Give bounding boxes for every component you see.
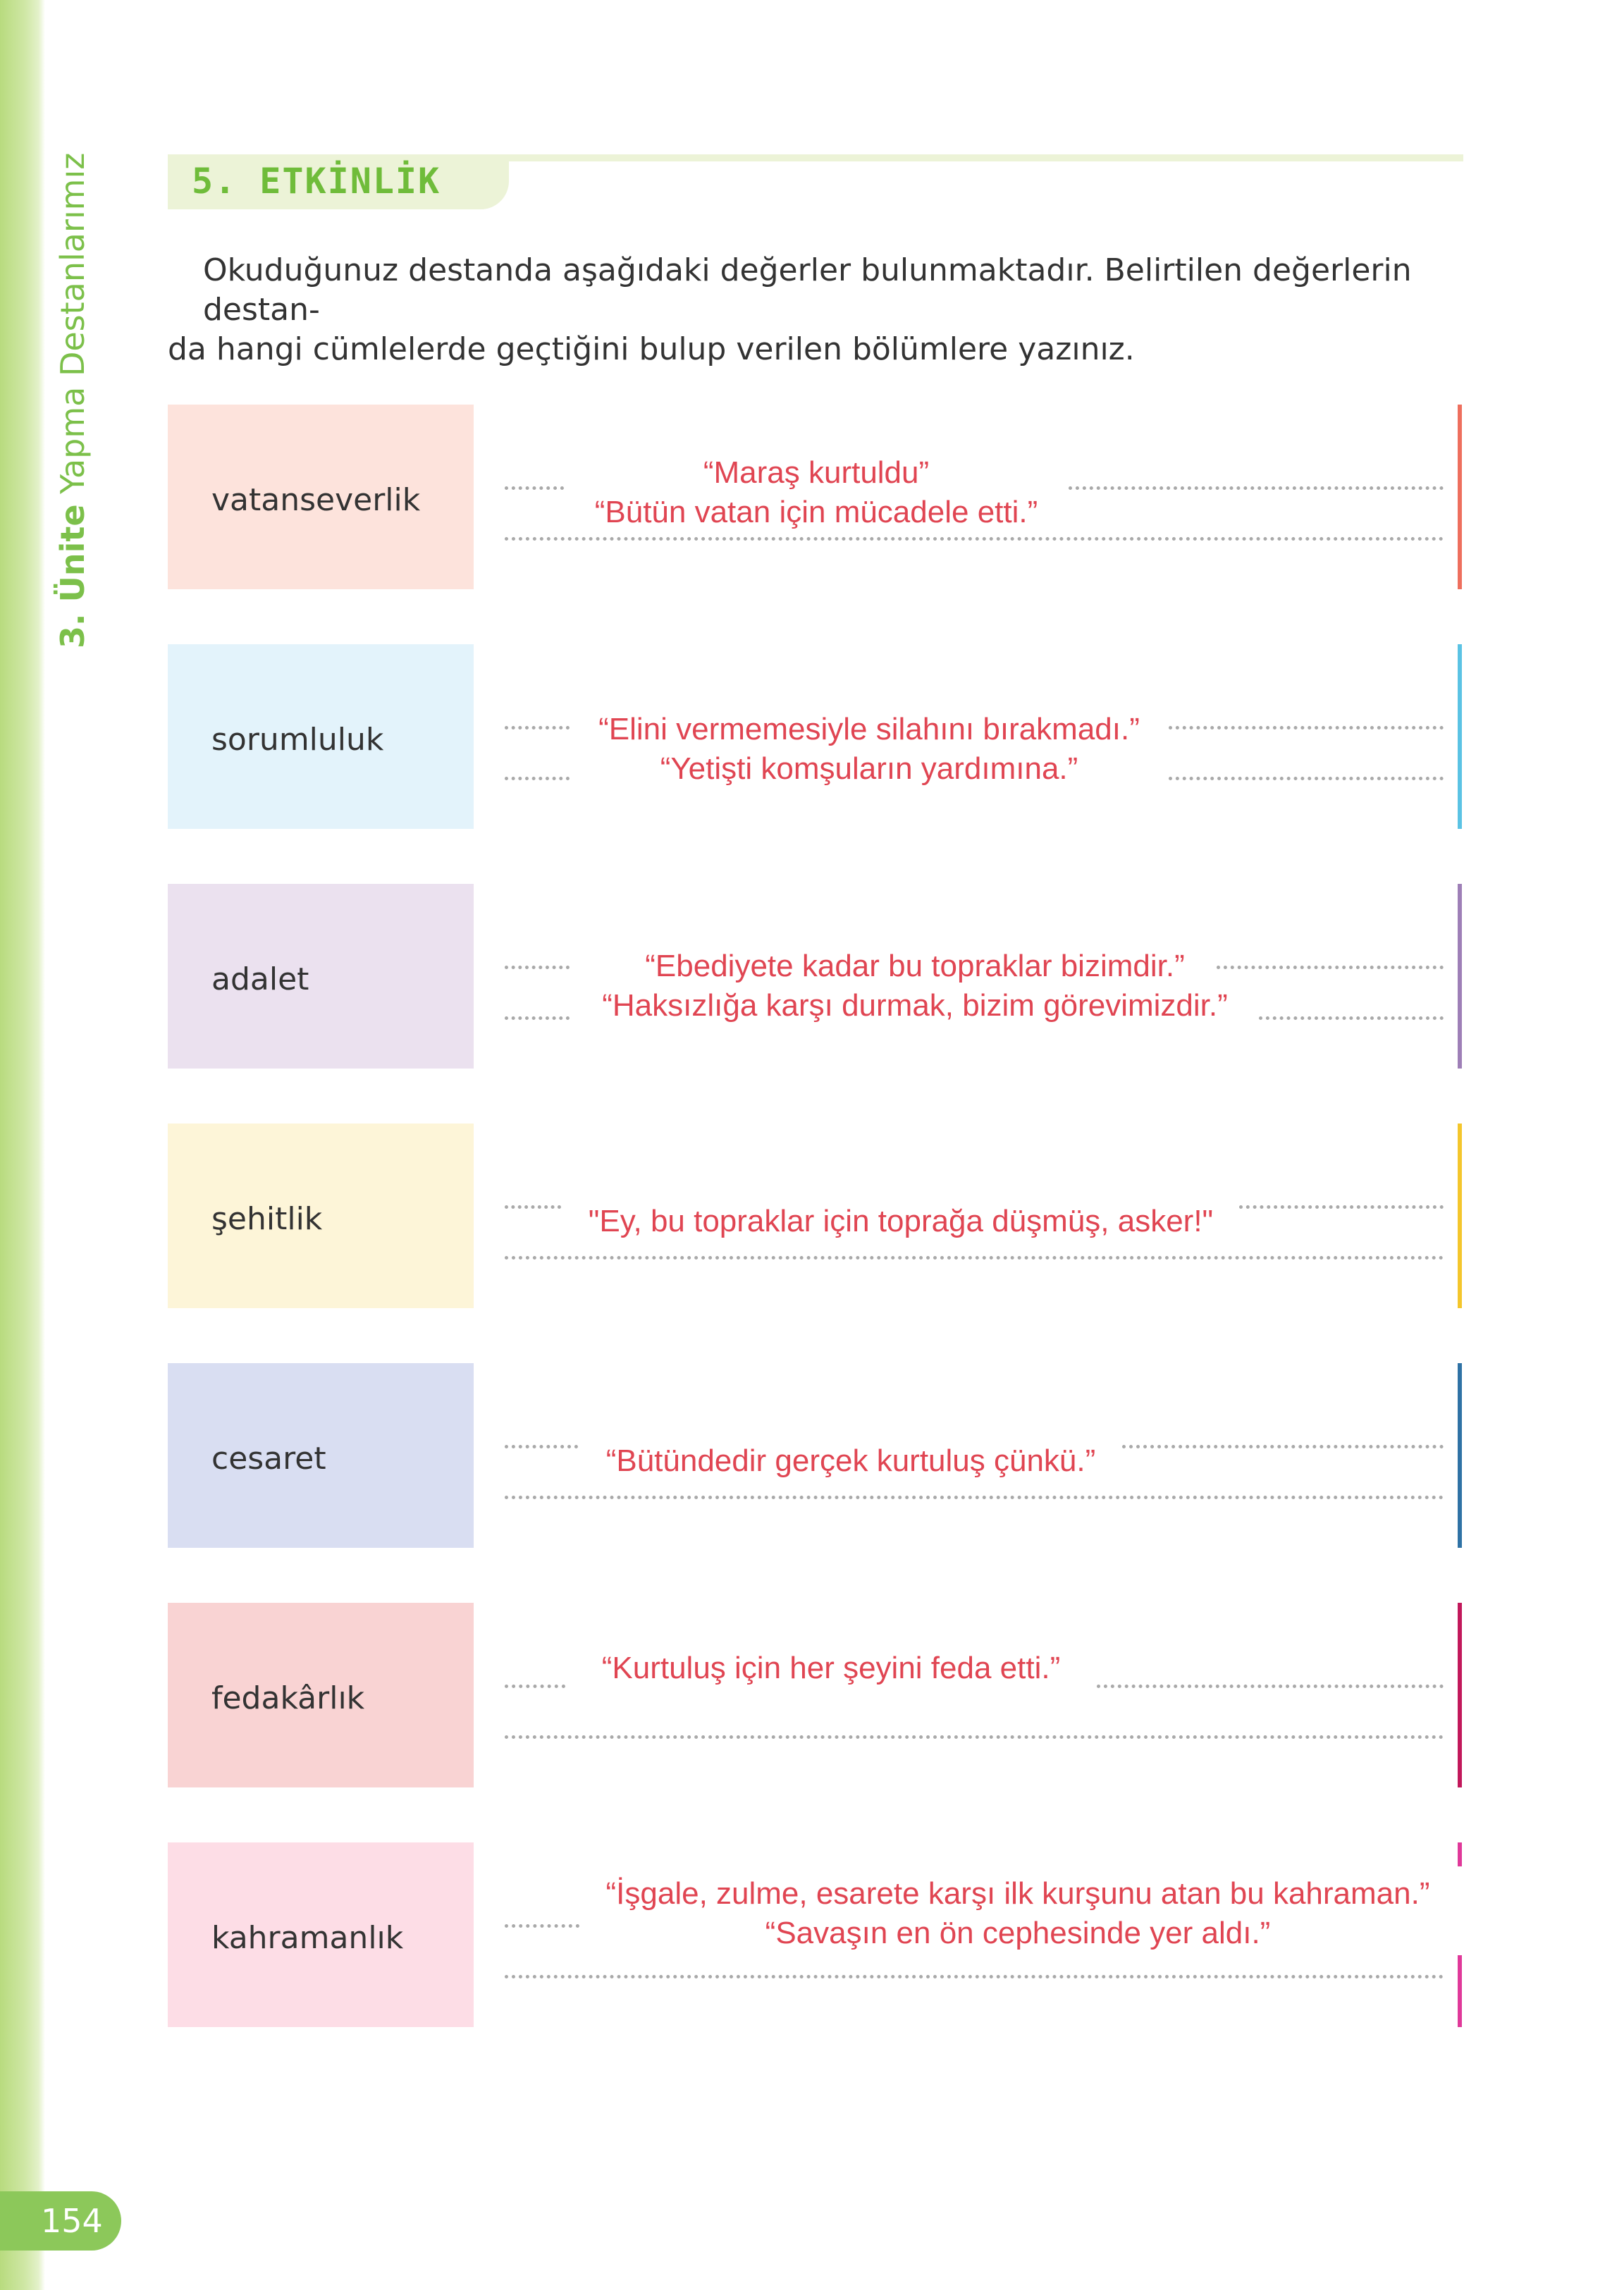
answer-line: “İşgale, zulme, esarete karşı ilk kurşunu atan bu kahraman.”: [605, 1876, 1430, 1911]
answer-line: “Maraş kurtuldu”: [703, 455, 930, 490]
dotted-line: [505, 1256, 1444, 1260]
dotted-line: [505, 1735, 1444, 1739]
unit-number: 3. Ünite: [54, 504, 92, 648]
dotted-line: [505, 1496, 1444, 1499]
dotted-line: [1169, 777, 1444, 780]
accent-bar: [1458, 644, 1462, 829]
dotted-line: [1239, 1205, 1444, 1209]
dotted-line: [505, 1205, 561, 1209]
instruction-line-2: da hangi cümlelerde geçtiğini bulup verilen bölümlere yazınız.: [168, 331, 1135, 367]
answer-line: “Savaşın en ön cephesinde yer aldı.”: [765, 1916, 1271, 1950]
value-row-sorumluluk: [168, 644, 1463, 829]
value-label: sorumluluk: [211, 722, 384, 758]
dotted-line: [1097, 1685, 1444, 1688]
value-box: [168, 644, 474, 829]
dotted-line: [505, 1924, 579, 1928]
value-label: cesaret: [211, 1441, 326, 1477]
dotted-line: [505, 726, 570, 730]
page-edge-strip: [0, 0, 45, 2290]
value-label: adalet: [211, 961, 309, 997]
value-box: [168, 1363, 474, 1548]
answer-line: "Ey, bu topraklar için toprağa düşmüş, asker!": [588, 1204, 1214, 1238]
value-box: [168, 1603, 474, 1787]
accent-bar: [1458, 1842, 1462, 1866]
value-row-sehitlik: [168, 1124, 1463, 1308]
value-box: [168, 884, 474, 1069]
accent-bar: [1458, 884, 1462, 1069]
answer-line: “Ebediyete kadar bu topraklar bizimdir.”: [645, 949, 1185, 983]
instruction-line-1: Okuduğunuz destanda aşağıdaki değerler bulunmaktadır. Belirtilen değerlerin destan-: [203, 252, 1412, 328]
dotted-line: [505, 486, 564, 490]
page-number: 154: [0, 2191, 121, 2251]
dotted-line: [1259, 1016, 1444, 1020]
accent-bar: [1458, 1955, 1462, 2027]
dotted-line: [505, 1445, 578, 1448]
dotted-line: [505, 1016, 570, 1020]
unit-title: Yapma Destanlarımız: [54, 152, 92, 505]
answer-line: “Bütün vatan için mücadele etti.”: [594, 495, 1038, 529]
value-row-fedakarlik: [168, 1603, 1463, 1787]
accent-bar: [1458, 1124, 1462, 1308]
instructions: [168, 251, 1458, 369]
answer-line: “Haksızlığa karşı durmak, bizim görevimizdir.”: [602, 988, 1228, 1023]
dotted-line: [1169, 726, 1444, 730]
dotted-line: [505, 966, 570, 969]
value-label: şehitlik: [211, 1201, 323, 1237]
dotted-line: [1122, 1445, 1444, 1448]
value-box: [168, 405, 474, 589]
value-row-vatanseverlik: [168, 405, 1463, 589]
answer-line: “Elini vermemesiyle silahını bırakmadı.”: [598, 712, 1140, 746]
accent-bar: [1458, 405, 1462, 589]
answer-line: “Kurtuluş için her şeyini feda etti.”: [601, 1651, 1061, 1685]
dotted-line: [505, 1685, 565, 1688]
value-label: vatanseverlik: [211, 482, 421, 518]
value-row-kahramanlik: [168, 1842, 1463, 2027]
dotted-line: [505, 777, 570, 780]
answer-line: “Bütündedir gerçek kurtuluş çünkü.”: [605, 1443, 1096, 1478]
unit-label: [54, 153, 92, 648]
value-label: fedakârlık: [211, 1680, 365, 1716]
accent-bar: [1458, 1363, 1462, 1548]
accent-bar: [1458, 1603, 1462, 1787]
answer-line: “Yetişti komşuların yardımına.”: [660, 751, 1078, 786]
dotted-line: [505, 537, 1444, 541]
value-label: kahramanlık: [211, 1920, 404, 1956]
value-row-cesaret: [168, 1363, 1463, 1548]
value-row-adalet: [168, 884, 1463, 1069]
value-box: [168, 1124, 474, 1308]
dotted-line: [1069, 486, 1444, 490]
activity-title: 5. ETKİNLİK: [192, 161, 441, 202]
value-box: [168, 1842, 474, 2027]
dotted-line: [505, 1975, 1444, 1978]
